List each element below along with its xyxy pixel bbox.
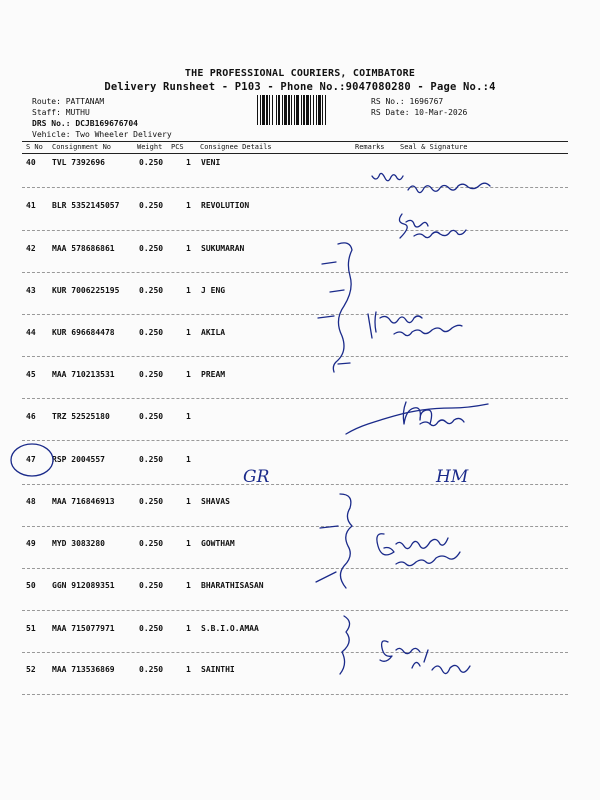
cell-consignment: KUR 696684478 [52, 328, 115, 337]
barcode-bar [272, 95, 273, 125]
barcode-bar [313, 95, 314, 125]
barcode-bar [282, 95, 283, 125]
cell-sno: 47 [26, 455, 36, 464]
cell-pcs: 1 [186, 624, 191, 633]
barcode-bar [262, 95, 265, 125]
company-title: THE PROFESSIONAL COURIERS, COIMBATORE [184, 68, 416, 79]
cell-weight: 0.250 [139, 539, 164, 548]
cell-pcs: 1 [186, 455, 191, 464]
cell-sno: 42 [26, 244, 36, 253]
signature-mark [372, 173, 403, 180]
cell-consignment: BLR 5352145057 [52, 201, 120, 210]
table-row [0, 665, 600, 679]
signature-mark [396, 552, 460, 566]
cell-consignee: VENI [201, 158, 221, 167]
cell-consignment: MYD 3083280 [52, 539, 105, 548]
table-row [0, 497, 600, 511]
cell-sno: 45 [26, 370, 36, 379]
row-separator [22, 230, 568, 231]
table-row [0, 244, 600, 258]
table-row [0, 624, 600, 638]
tick-mark [318, 262, 350, 364]
table-row [0, 286, 600, 300]
cell-consignee: PREAM [201, 370, 226, 379]
cell-weight: 0.250 [139, 665, 164, 674]
table-row [0, 539, 600, 553]
barcode-bar [257, 95, 258, 125]
row-separator [22, 440, 568, 441]
cell-sno: 46 [26, 412, 36, 421]
barcode-bar [288, 95, 290, 125]
row-separator [22, 652, 568, 653]
barcode-bar [294, 95, 295, 125]
cell-consignee: REVOLUTION [201, 201, 250, 210]
cell-weight: 0.250 [139, 497, 164, 506]
barcode-bar [269, 95, 270, 125]
table-header [0, 141, 600, 153]
col-pcs: PCS [171, 143, 184, 151]
barcode-bar [318, 95, 321, 125]
tick-mark [316, 526, 338, 582]
barcode-bar [306, 95, 309, 125]
cell-sno: 52 [26, 665, 36, 674]
row-separator [22, 694, 568, 695]
cell-sno: 51 [26, 624, 36, 633]
table-row [0, 412, 600, 426]
table-row [0, 201, 600, 215]
barcode-bar [284, 95, 287, 125]
table-row [0, 581, 600, 595]
barcode-bar [303, 95, 305, 125]
cell-sno: 44 [26, 328, 36, 337]
cell-pcs: 1 [186, 497, 191, 506]
cell-sno: 48 [26, 497, 36, 506]
barcode-bar [260, 95, 261, 125]
barcode-bar [301, 95, 302, 125]
cell-consignee: SAINTHI [201, 665, 235, 674]
barcode-bar [316, 95, 317, 125]
cell-weight: 0.250 [139, 328, 164, 337]
cell-pcs: 1 [186, 201, 191, 210]
col-remarks: Remarks [355, 143, 385, 151]
barcode-bar [322, 95, 323, 125]
drs-number: DRS No.: DCJB169676704 [32, 119, 138, 128]
route-label: Route: PATTANAM [32, 97, 105, 106]
cell-pcs: 1 [186, 581, 191, 590]
row-separator [22, 272, 568, 273]
bracket-mark [333, 243, 352, 372]
cell-pcs: 1 [186, 665, 191, 674]
row-separator [22, 314, 568, 315]
rs-date: RS Date: 10-Mar-2026 [371, 108, 468, 117]
cell-weight: 0.250 [139, 158, 164, 167]
cell-consignee: AKILA [201, 328, 226, 337]
barcode-image [256, 95, 368, 125]
cell-consignee: J ENG [201, 286, 226, 295]
cell-pcs: 1 [186, 539, 191, 548]
cell-weight: 0.250 [139, 624, 164, 633]
cell-weight: 0.250 [139, 286, 164, 295]
cell-consignment: MAA 713536869 [52, 665, 115, 674]
cell-pcs: 1 [186, 158, 191, 167]
cell-consignee: SHAVAS [201, 497, 230, 506]
table-row [0, 370, 600, 384]
row-separator [22, 526, 568, 527]
signature-mark [399, 214, 428, 238]
barcode-bar [325, 95, 326, 125]
signature-mark [414, 230, 466, 238]
row-separator [22, 356, 568, 357]
barcode-bar [291, 95, 292, 125]
cell-consignment: MAA 715077971 [52, 624, 115, 633]
runsheet-title: Delivery Runsheet - P103 - Phone No.:9047080280 - Page No.:4 [104, 81, 496, 93]
barcode-bar [278, 95, 280, 125]
staff-label: Staff: MUTHU [32, 108, 90, 117]
col-consignment: Consignment No [52, 143, 112, 151]
row-separator [22, 187, 568, 188]
col-consignee: Consignee Details [200, 143, 272, 151]
cell-consignee: S.B.I.O.AMAA [201, 624, 259, 633]
cell-pcs: 1 [186, 244, 191, 253]
cell-consignee: SUKUMARAN [201, 244, 245, 253]
rs-number: RS No.: 1696767 [371, 97, 444, 106]
table-row [0, 158, 600, 172]
cell-sno: 50 [26, 581, 36, 590]
cell-weight: 0.250 [139, 244, 164, 253]
col-sno: S No [26, 143, 43, 151]
barcode-bar [310, 95, 311, 125]
cell-consignment: TVL 7392696 [52, 158, 105, 167]
cell-weight: 0.250 [139, 201, 164, 210]
col-weight: Weight [137, 143, 163, 151]
cell-sno: 41 [26, 201, 36, 210]
cell-consignment: MAA 578686861 [52, 244, 115, 253]
row-separator [22, 484, 568, 485]
cell-sno: 49 [26, 539, 36, 548]
row-separator [22, 610, 568, 611]
vehicle-label: Vehicle: Two Wheeler Delivery [32, 130, 172, 139]
cell-pcs: 1 [186, 412, 191, 421]
table-row [0, 455, 600, 469]
cell-weight: 0.250 [139, 581, 164, 590]
cell-consignee: BHARATHISASAN [201, 581, 264, 590]
cell-sno: 43 [26, 286, 36, 295]
cell-consignee: GOWTHAM [201, 539, 235, 548]
row-separator [22, 568, 568, 569]
table-row [0, 328, 600, 342]
barcode-bar [266, 95, 268, 125]
remark-handwriting: GR [243, 467, 270, 487]
cell-consignment: GGN 912089351 [52, 581, 115, 590]
cell-consignment: KUR 7006225195 [52, 286, 120, 295]
signature-handwriting: HM [436, 467, 469, 487]
barcode-bar [296, 95, 299, 125]
cell-weight: 0.250 [139, 412, 164, 421]
row-separator [22, 398, 568, 399]
table-header-rule [22, 153, 568, 154]
barcode-bar [276, 95, 277, 125]
cell-consignment: MAA 716846913 [52, 497, 115, 506]
cell-consignment: MAA 710213531 [52, 370, 115, 379]
cell-pcs: 1 [186, 328, 191, 337]
col-seal-signature: Seal & Signature [400, 143, 468, 151]
cell-weight: 0.250 [139, 455, 164, 464]
cell-pcs: 1 [186, 370, 191, 379]
cell-sno: 40 [26, 158, 36, 167]
cell-consignment: RSP 2004557 [52, 455, 105, 464]
cell-weight: 0.250 [139, 370, 164, 379]
cell-pcs: 1 [186, 286, 191, 295]
cell-consignment: TRZ 52525180 [52, 412, 110, 421]
